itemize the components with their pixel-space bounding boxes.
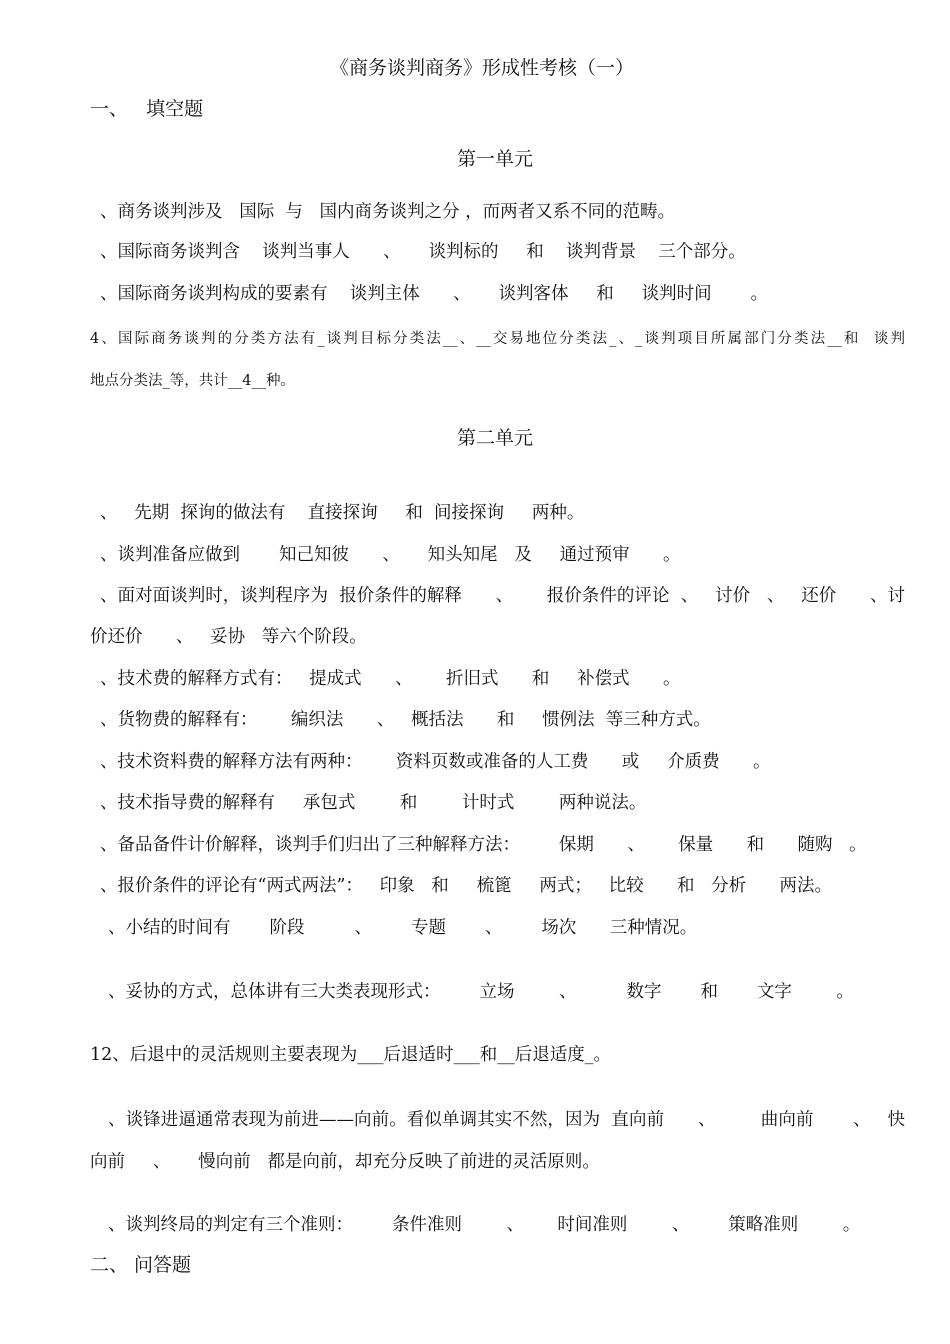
- unit2-item-6: 、技术资料费的解释方法有两种： 资料页数或准备的人工费 或 介质费 。: [100, 752, 771, 772]
- unit2-item-2: 、谈判准备应做到 知己知彼 、 知头知尾 及 通过预审 。: [100, 545, 681, 565]
- section-heading-fill-in: 一、 填空题: [90, 98, 204, 120]
- unit-heading-2: 第二单元: [457, 427, 534, 449]
- unit-heading-1: 第一单元: [457, 148, 534, 170]
- unit2-item-14: 、谈判终局的判定有三个准则： 条件准则 、 时间准则 、 策略准则 。: [108, 1215, 861, 1235]
- unit2-item-12: 12、后退中的灵活规则主要表现为___后退适时___和__后退适度_。: [90, 1045, 612, 1065]
- unit1-item-2: 、国际商务谈判含 谈判当事人 、 谈判标的 和 谈判背景 三个部分。: [100, 242, 746, 262]
- section-heading-qa: 二、 问答题: [90, 1254, 192, 1276]
- unit1-item-4-line2: 地点分类法_等，共计__4__种。: [90, 373, 295, 389]
- unit2-item-11: 、妥协的方式，总体讲有三大类表现形式： 立场 、 数字 和 文字 。: [108, 982, 854, 1002]
- unit2-item-4: 、技术费的解释方式有： 提成式 、 折旧式 和 补偿式 。: [100, 669, 681, 689]
- unit2-item-3-line2: 价还价 、 妥协 等六个阶段。: [90, 627, 367, 647]
- unit2-item-5: 、货物费的解释有： 编织法 、 概括法 和 惯例法 等三种方式。: [100, 710, 711, 730]
- unit2-item-7: 、技术指导费的解释有 承包式 和 计时式 两种说法。: [100, 793, 647, 813]
- unit1-item-3: 、国际商务谈判构成的要素有 谈判主体 、 谈判客体 和 谈判时间 。: [100, 284, 769, 304]
- unit2-item-8: 、备品备件计价解释，谈判手们归出了三种解释方法： 保期 、 保量 和 随购 。: [100, 835, 867, 855]
- unit2-item-13-line1: 、谈锋进逼通常表现为前进——向前。看似单调其实不然，因为 直向前 、 曲向前 、 快: [108, 1110, 905, 1130]
- unit1-item-4-line1: 4、国际商务谈判的分类方法有_谈判目标分类法__、__交易地位分类法_、_谈判项目所属部门分类法__和 谈判: [90, 331, 905, 347]
- page-title: 《商务谈判商务》形成性考核（一）: [330, 57, 635, 79]
- unit2-item-1: 、 先期 探询的做法有 直接探询 和 间接探询 两种。: [100, 503, 585, 523]
- unit1-item-1: 、商务谈判涉及 国际 与 国内商务谈判之分 ，而两者又系不同的范畴。: [100, 202, 676, 222]
- unit2-item-10: 、小结的时间有 阶段 、 专题 、 场次 三种情况。: [108, 918, 698, 938]
- unit2-item-9: 、报价条件的评论有“两式两法”： 印象 和 梳篦 两式； 比较 和 分析 两法。: [100, 876, 833, 896]
- unit2-item-3-line1: 、面对面谈判时，谈判程序为 报价条件的解释 、 报价条件的评论 、 讨价 、 还价 、讨: [100, 586, 905, 606]
- unit2-item-13-line2: 向前 、 慢向前 都是向前，却充分反映了前进的灵活原则。: [90, 1152, 600, 1172]
